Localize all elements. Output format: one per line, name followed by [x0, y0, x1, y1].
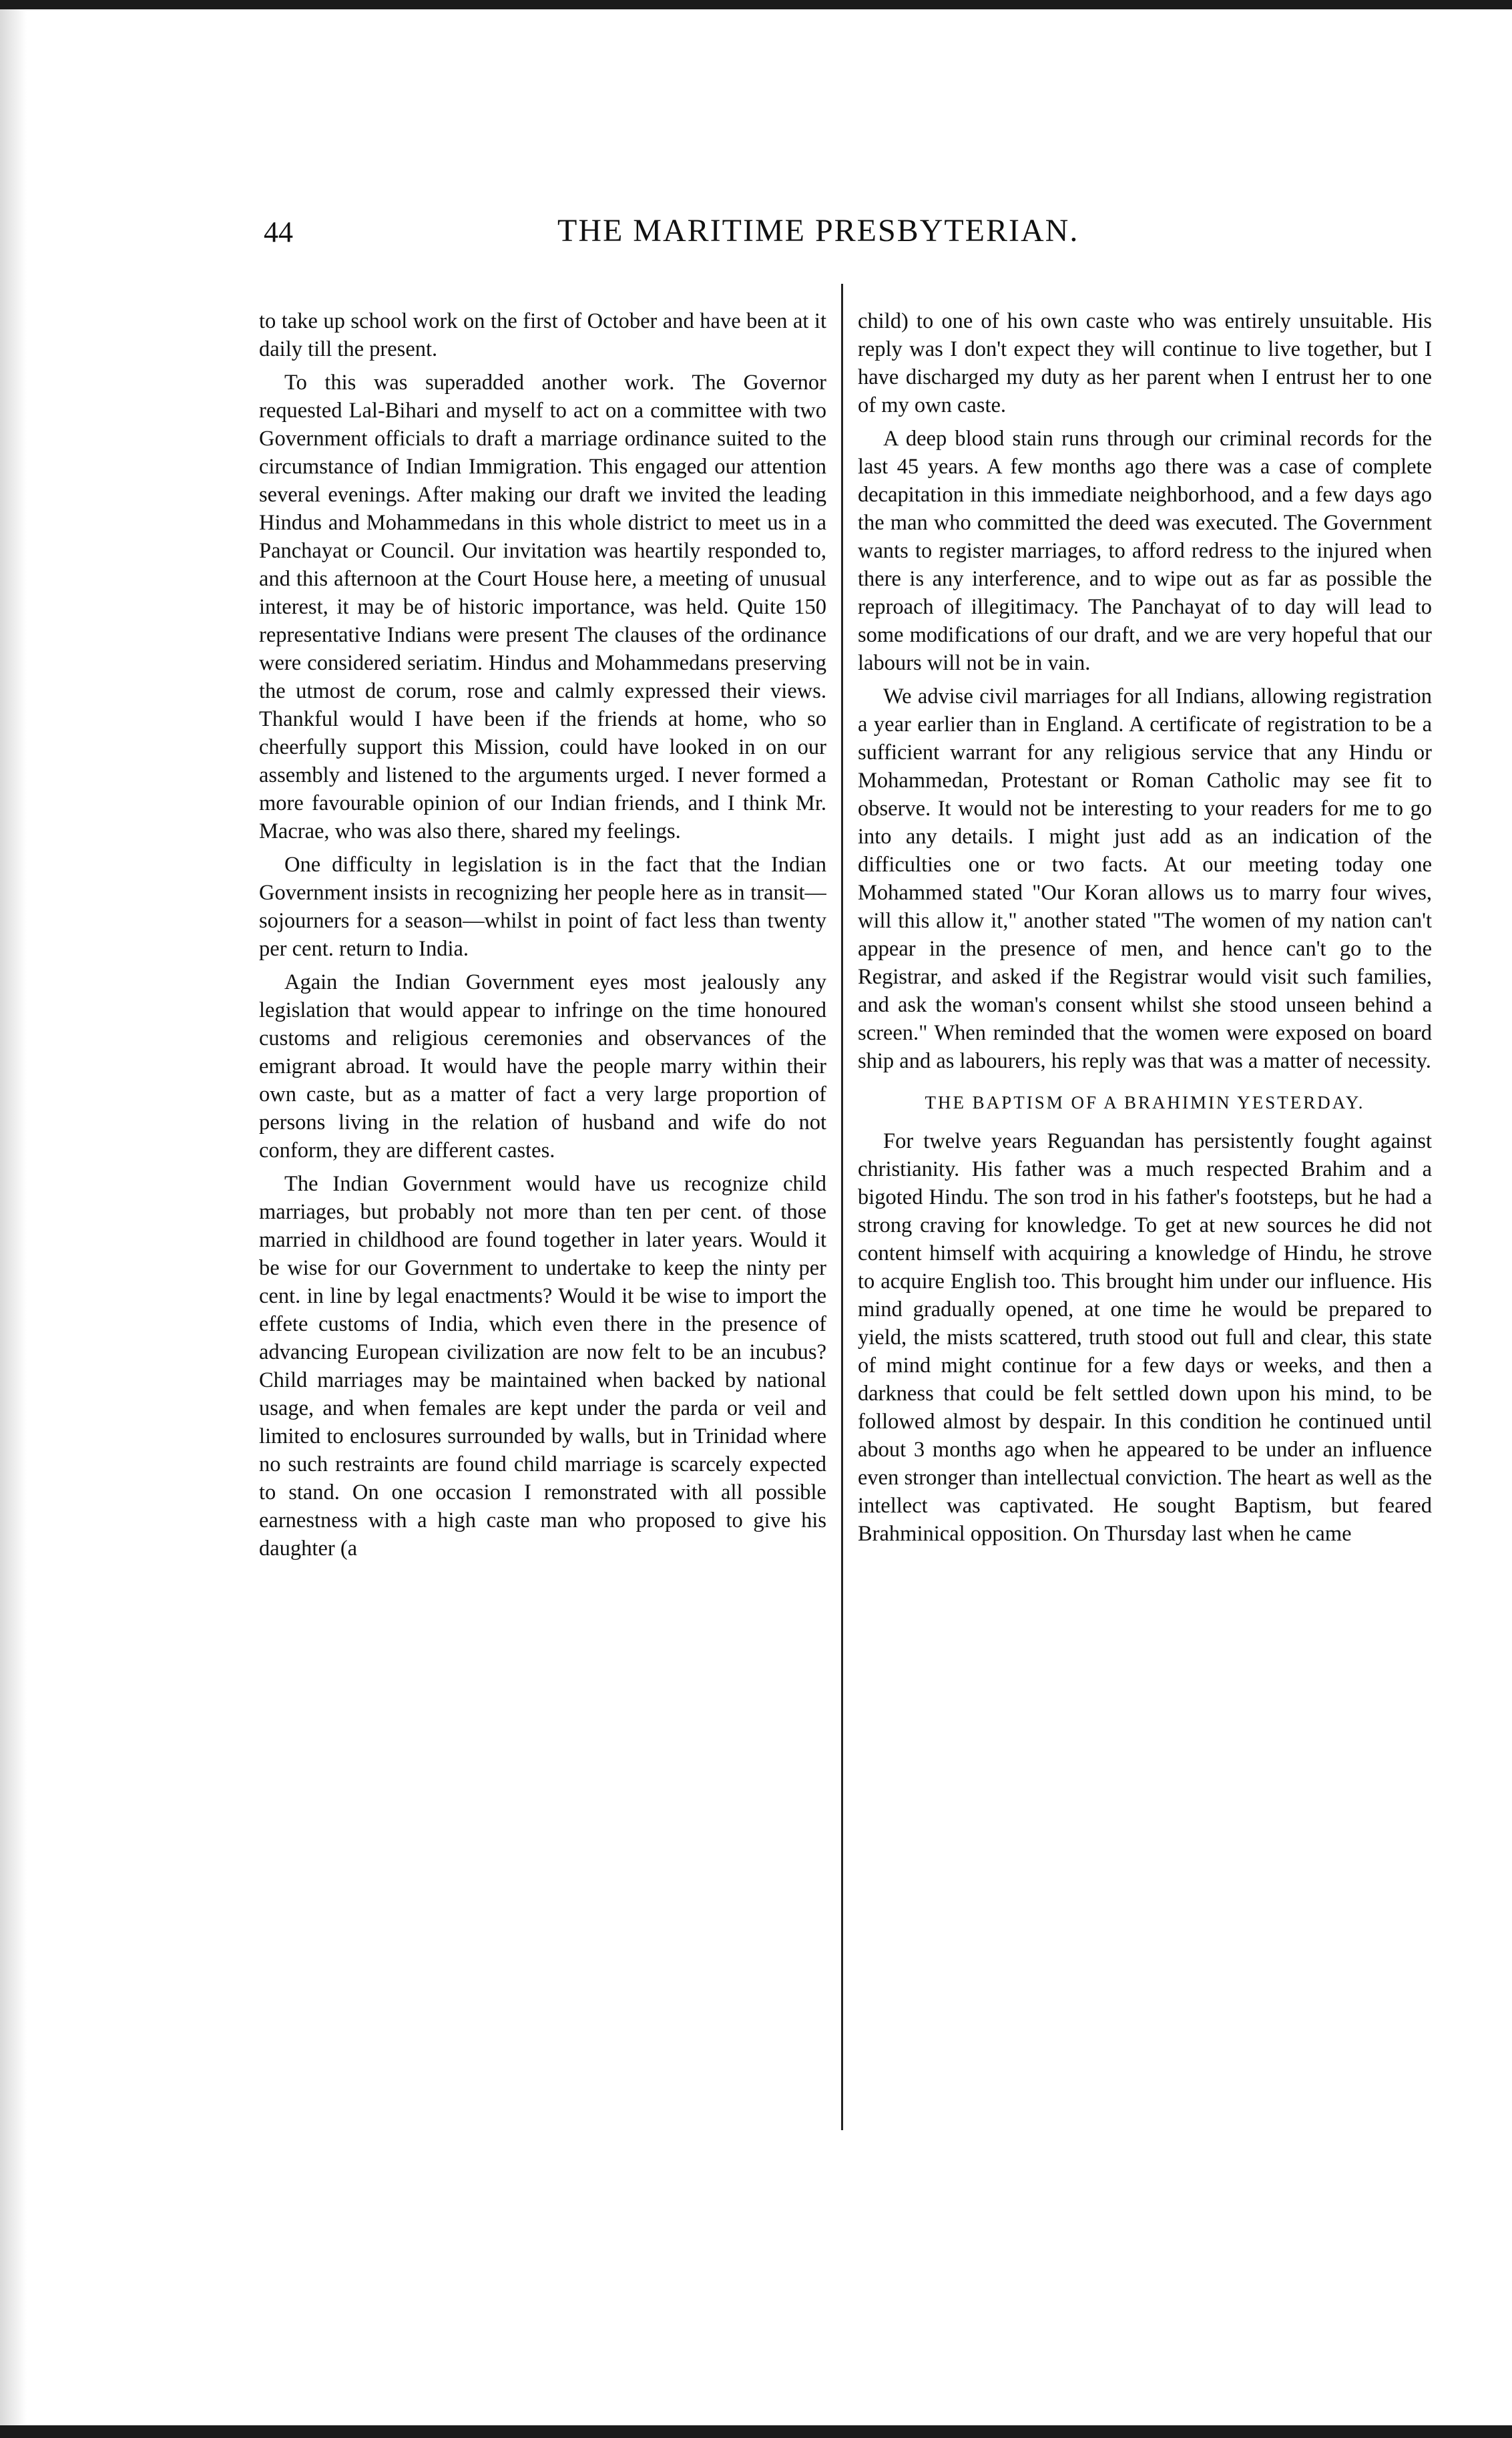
scan-left-edge — [0, 0, 27, 2438]
left-paragraph: The Indian Government would have us recognize child marriages, but probably not more than ten per cent. of those married in childhood are found together in later years. Would it be wise for our Government to undertake to keep the ninty per cent. in line by legal enactments? Would it be wise to import the effete customs of India, which even there in the presence of advancing European civilization are now felt to be an incubus? Child marriages may be maintained when backed by national usage, and when females are kept under the parda or veil and limited to enclosures surrounded by walls, but in Trinidad where no such restraints are found child marriage is scarcely expected to stand. On one occasion I remonstrated with all possible earnestness with a high caste man who proposed to give his daughter (a — [259, 1172, 826, 1561]
right-paragraph: child) to one of his own caste who was entirely unsuitable. His reply was I don't expect they will continue to live together, but I have discharged my duty as her parent when I entrust her to one of my own caste. — [858, 309, 1432, 417]
column-divider — [841, 284, 843, 2130]
right-paragraph: We advise civil marriages for all Indians, allowing registration a year earlier than in England. A certificate of registration to be a sufficient warrant for any religious service that any Hindu or Mohammedan, Protestant or Roman Catholic may see fit to observe. It would not be interesting to your readers for me to go into any details. I might just add as an indication of the difficulties one or two facts. At our meeting today one Mohammed stated "Our Koran allows us to marry four wives, will this allow it," another stated "The women of my nation can't appear in the presence of men, and hence can't go to the Registrar, and asked if the Registrar would visit such families, and ask the woman's consent whilst she stood unseen behind a screen." When reminded that the women were exposed on board ship and as labourers, his reply was that was a matter of necessity. — [858, 684, 1432, 1073]
left-column — [259, 307, 826, 2113]
left-paragraph: to take up school work on the first of October and have been at it daily till the present. — [259, 309, 826, 361]
right-column — [858, 307, 1432, 2113]
right-paragraph: A deep blood stain runs through our criminal records for the last 45 years. A few months ago there was a case of complete decapitation in this immediate neighborhood, and a few days ago the man who committed the deed was executed. The Government wants to register marriages, to afford redress to the injured when there is any interference, and to wipe out as far as possible the reproach of illegitimacy. The Panchayat of to day will lead to some modifications of our draft, and we are very hopeful that our labours will not be in vain. — [858, 427, 1432, 675]
left-paragraph: To this was superadded another work. The Governor requested Lal-Bihari and myself to act on a committee with two Government officials to draft a marriage ordinance suited to the circumstance of Indian Immigration. This engaged our attention several evenings. After making our draft we invited the leading Hindus and Mohammedans in this whole district to meet us in a Panchayat or Council. Our invitation was heartily responded to, and this afternoon at the Court House here, a meeting of unusual interest, it may be of historic importance, was held. Quite 150 representative Indians were present The clauses of the ordinance were considered seriatim. Hindus and Mohammedans preserving the utmost de corum, rose and calmly expressed their views. Thankful would I have been if the friends at home, who so cheerfully support this Mission, could have looked in on our assembly and listened to the arguments urged. I never formed a more favourable opinion of our Indian friends, and I think Mr. Macrae, who was also there, shared my feelings. — [259, 371, 826, 843]
left-paragraph: Again the Indian Government eyes most jealously any legislation that would appear to infringe on the time honoured customs and religious ceremonies and observances of the emigrant abroad. It would have the people marry within their own caste, but as a matter of fact a very large proportion of persons living in the relation of husband and wife do not conform, they are different castes. — [259, 970, 826, 1163]
section-heading: THE BAPTISM OF A BRAHIMIN YESTERDAY. — [925, 1092, 1365, 1112]
page-number: 44 — [264, 216, 293, 248]
left-paragraph: One difficulty in legislation is in the fact that the Indian Government insists in recognizing her people here as in transit—sojourners for a season—whilst in point of fact less than twenty per cent. return to India. — [259, 853, 826, 961]
scan-top-edge — [0, 0, 1512, 9]
scan-bottom-edge — [0, 2425, 1512, 2438]
page-title: THE MARITIME PRESBYTERIAN. — [557, 213, 1079, 248]
right-paragraph: For twelve years Reguandan has persistently fought against christianity. His father was a much respected Brahim and a bigoted Hindu. The son trod in his father's footsteps, but he had a strong craving for knowledge. To get at new sources he did not content himself with acquiring a knowledge of Hindu, he strove to acquire English too. This brought him under our influence. His mind gradually opened, at one time he would be prepared to yield, the mists scattered, truth stood out full and clear, this state of mind might continue for a few days or weeks, and then a darkness that could be felt settled down upon his mind, to be followed almost by despair. In this condition he continued until about 3 months ago when he appeared to be under an influence even stronger than intellectual conviction. The heart as well as the intellect was captivated. He sought Baptism, but feared Brahminical opposition. On Thursday last when he came — [858, 1129, 1432, 1546]
